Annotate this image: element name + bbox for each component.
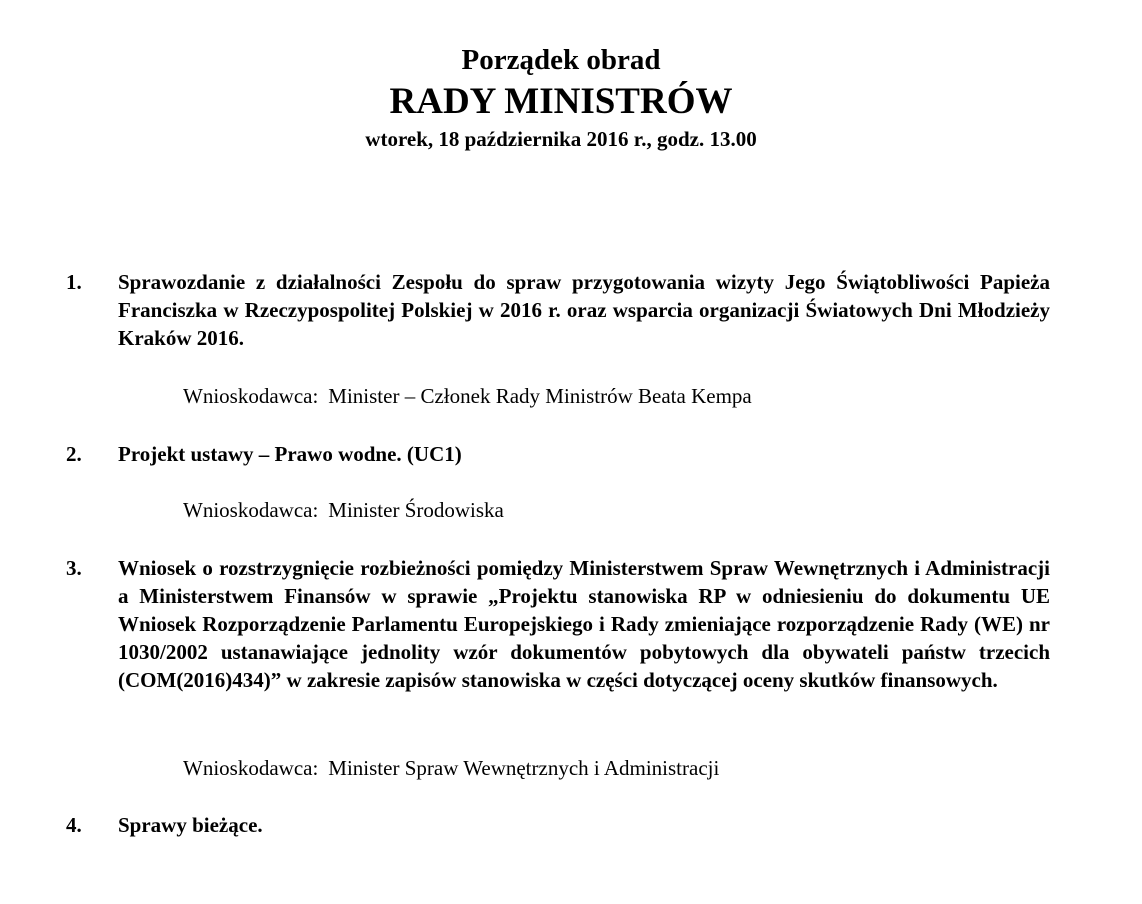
applicant-label: Wnioskodawca:	[183, 756, 319, 780]
agenda-item-number: 2.	[66, 442, 82, 466]
agenda-item-text: Sprawozdanie z działalności Zespołu do spraw przygotowania wizyty Jego Świątobliwości Papieża Franciszka w Rzeczypospolitej Polskiej w 2016 r. oraz wsparcia organizacji Światowych Dni Młodzieży Kraków 2016.	[118, 270, 1050, 350]
agenda-item-number: 1.	[66, 270, 82, 294]
agenda-item-number: 3.	[66, 556, 82, 580]
applicant-value: Minister – Członek Rady Ministrów Beata Kempa	[328, 384, 752, 408]
applicant-value: Minister Środowiska	[328, 498, 504, 522]
agenda-item-text: Sprawy bieżące.	[118, 813, 263, 837]
applicant-label: Wnioskodawca:	[183, 498, 319, 522]
applicant-label: Wnioskodawca:	[183, 384, 319, 408]
agenda-item-3	[66, 554, 1050, 694]
meeting-date: wtorek, 18 października 2016 r., godz. 13.00	[365, 127, 757, 151]
agenda-item-number: 4.	[66, 813, 82, 837]
agenda-item-2-applicant	[183, 496, 504, 524]
agenda-item-1-applicant	[183, 382, 752, 410]
applicant-value: Minister Spraw Wewnętrznych i Administracji	[328, 756, 720, 780]
agenda-item-4	[66, 811, 1050, 839]
agenda-item-3-applicant	[183, 754, 719, 782]
agenda-title: Porządek obrad	[461, 44, 661, 76]
agenda-item-text: Wniosek o rozstrzygnięcie rozbieżności pomiędzy Ministerstwem Spraw Wewnętrznych i Administracji a Ministerstwem Finansów w sprawie „Projektu stanowiska RP w odniesieniu do dokumentu UE Wniosek Rozporządzenie Parlamentu Europejskiego i Rady zmieniające rozporządzenie Rady (WE) nr 1030/2002 ustanawiające jednolity wzór dokumentów pobytowych dla obywateli państw trzecich (COM(2016)434)” w zakresie zapisów stanowiska w części dotyczącej oceny skutków finansowych.	[118, 556, 1050, 692]
council-title: RADY MINISTRÓW	[389, 81, 733, 122]
agenda-item-1	[66, 268, 1050, 352]
document-header	[0, 40, 1122, 154]
agenda-item-2	[66, 440, 1050, 468]
agenda-item-text: Projekt ustawy – Prawo wodne. (UC1)	[118, 442, 462, 466]
